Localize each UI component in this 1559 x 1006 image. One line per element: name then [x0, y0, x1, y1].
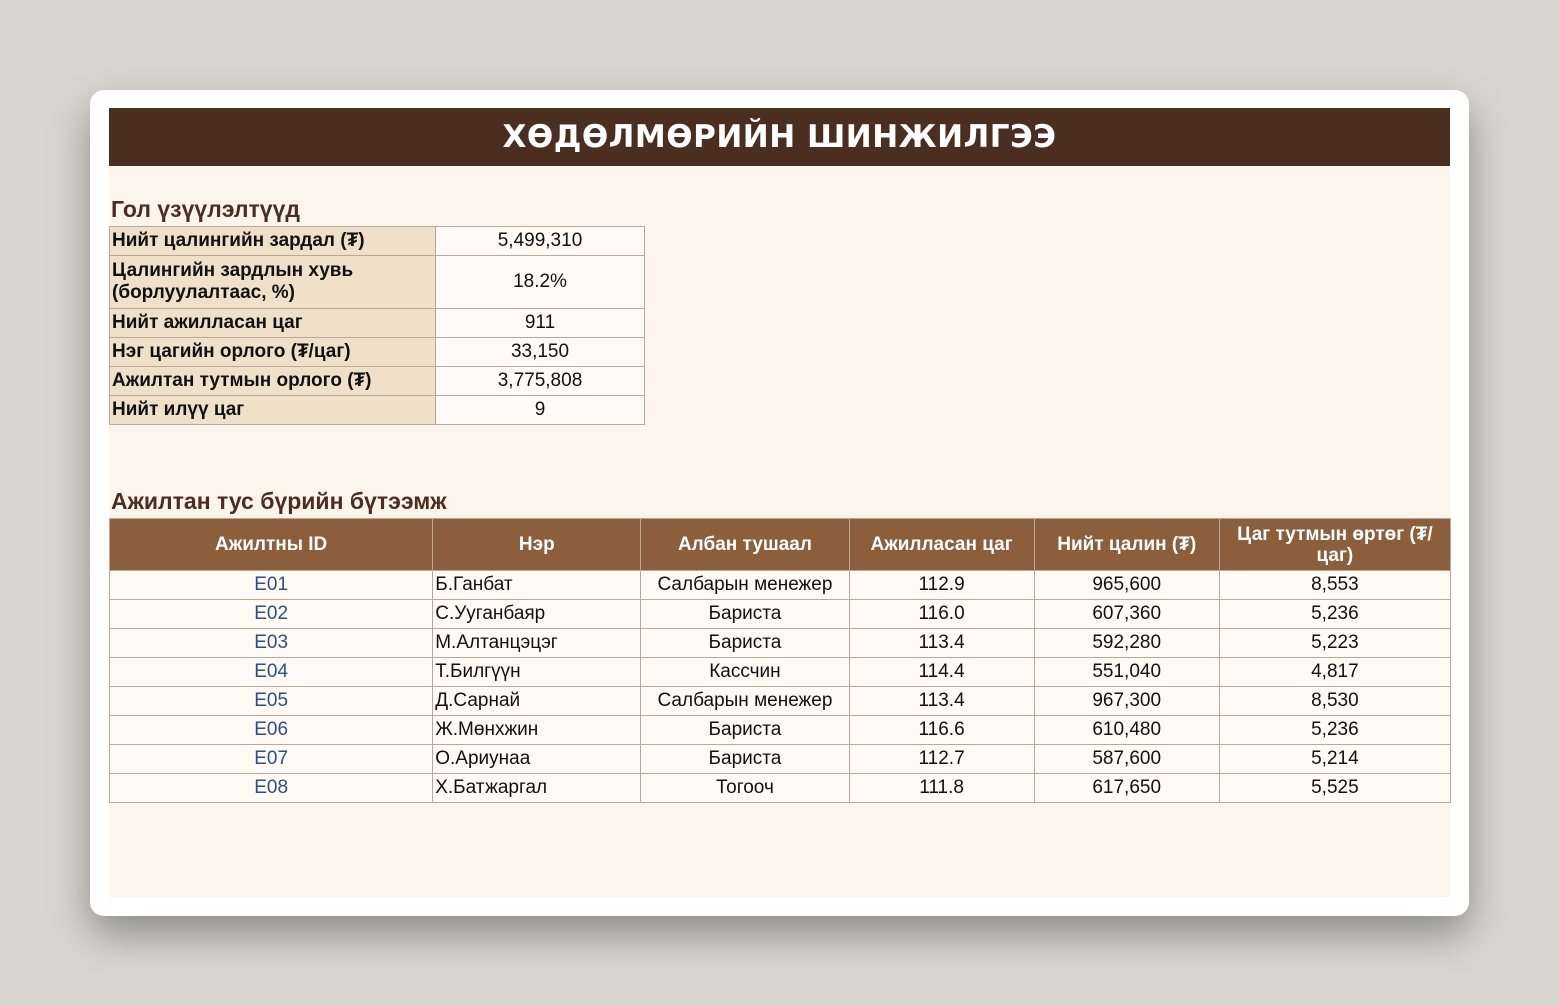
table-row — [110, 658, 1451, 687]
employee-name-cell[interactable]: С.Ууганбаяр — [433, 600, 641, 629]
employee-id-cell[interactable]: E07 — [110, 745, 433, 774]
employee-id-cell[interactable]: E06 — [110, 716, 433, 745]
employee-position-cell[interactable]: Салбарын менежер — [641, 571, 849, 600]
employee-section-heading: Ажилтан тус бүрийн бүтээмж — [111, 488, 447, 514]
employee-name-cell[interactable]: Ж.Мөнхжин — [433, 716, 641, 745]
kpi-value[interactable]: 3,775,808 — [436, 367, 645, 396]
table-row — [110, 774, 1451, 803]
kpi-label[interactable]: Нийт ажилласан цаг — [110, 309, 436, 338]
employee-name-cell[interactable]: Т.Билгүүн — [433, 658, 641, 687]
report-title: ХӨДӨЛМӨРИЙН ШИНЖИЛГЭЭ — [109, 108, 1450, 166]
kpi-value[interactable]: 9 — [436, 396, 645, 425]
employee-hours-cell[interactable]: 116.0 — [849, 600, 1034, 629]
column-header-name[interactable]: Нэр — [433, 519, 641, 571]
employee-id-cell[interactable]: E02 — [110, 600, 433, 629]
kpi-table — [109, 226, 645, 425]
employee-hourly-cost-cell[interactable]: 5,236 — [1219, 716, 1450, 745]
employee-id-cell[interactable]: E08 — [110, 774, 433, 803]
employee-hours-cell[interactable]: 113.4 — [849, 629, 1034, 658]
employee-salary-cell[interactable]: 967,300 — [1034, 687, 1219, 716]
table-row — [110, 716, 1451, 745]
kpi-value[interactable]: 33,150 — [436, 338, 645, 367]
employee-salary-cell[interactable]: 551,040 — [1034, 658, 1219, 687]
column-header-salary[interactable]: Нийт цалин (₮) — [1034, 519, 1219, 571]
employee-salary-cell[interactable]: 617,650 — [1034, 774, 1219, 803]
employee-name-cell[interactable]: О.Ариунаа — [433, 745, 641, 774]
employee-hours-cell[interactable]: 113.4 — [849, 687, 1034, 716]
employee-name-cell[interactable]: М.Алтанцэцэг — [433, 629, 641, 658]
employee-id-cell[interactable]: E03 — [110, 629, 433, 658]
employee-position-cell[interactable]: Тогооч — [641, 774, 849, 803]
kpi-row — [110, 367, 645, 396]
column-header-position[interactable]: Албан тушаал — [641, 519, 849, 571]
employee-hourly-cost-cell[interactable]: 5,214 — [1219, 745, 1450, 774]
employee-position-cell[interactable]: Бариста — [641, 600, 849, 629]
employee-table — [109, 518, 1451, 803]
table-row — [110, 600, 1451, 629]
table-header-row — [110, 519, 1451, 571]
employee-position-cell[interactable]: Бариста — [641, 716, 849, 745]
kpi-label[interactable]: Нийт илүү цаг — [110, 396, 436, 425]
table-row — [110, 571, 1451, 600]
kpi-value[interactable]: 911 — [436, 309, 645, 338]
employee-hourly-cost-cell[interactable]: 4,817 — [1219, 658, 1450, 687]
employee-salary-cell[interactable]: 610,480 — [1034, 716, 1219, 745]
employee-salary-cell[interactable]: 592,280 — [1034, 629, 1219, 658]
employee-position-cell[interactable]: Бариста — [641, 745, 849, 774]
employee-name-cell[interactable]: Д.Сарнай — [433, 687, 641, 716]
kpi-value[interactable]: 18.2% — [436, 256, 645, 309]
table-row — [110, 629, 1451, 658]
employee-salary-cell[interactable]: 607,360 — [1034, 600, 1219, 629]
employee-hours-cell[interactable]: 111.8 — [849, 774, 1034, 803]
employee-id-cell[interactable]: E01 — [110, 571, 433, 600]
employee-name-cell[interactable]: Б.Ганбат — [433, 571, 641, 600]
employee-table-body — [110, 571, 1451, 803]
kpi-row — [110, 338, 645, 367]
employee-id-cell[interactable]: E05 — [110, 687, 433, 716]
employee-hourly-cost-cell[interactable]: 5,236 — [1219, 600, 1450, 629]
kpi-row — [110, 227, 645, 256]
kpi-label[interactable]: Цалингийн зардлын хувь (борлуулалтаас, %) — [110, 256, 436, 309]
employee-hours-cell[interactable]: 112.9 — [849, 571, 1034, 600]
employee-hourly-cost-cell[interactable]: 8,530 — [1219, 687, 1450, 716]
kpi-row — [110, 396, 645, 425]
employee-hourly-cost-cell[interactable]: 8,553 — [1219, 571, 1450, 600]
column-header-hours[interactable]: Ажилласан цаг — [849, 519, 1034, 571]
spreadsheet-area — [109, 108, 1450, 897]
kpi-label[interactable]: Ажилтан тутмын орлого (₮) — [110, 367, 436, 396]
kpi-row — [110, 256, 645, 309]
employee-id-cell[interactable]: E04 — [110, 658, 433, 687]
kpi-row — [110, 309, 645, 338]
kpi-label[interactable]: Нийт цалингийн зардал (₮) — [110, 227, 436, 256]
employee-hours-cell[interactable]: 116.6 — [849, 716, 1034, 745]
employee-hourly-cost-cell[interactable]: 5,525 — [1219, 774, 1450, 803]
employee-name-cell[interactable]: Х.Батжаргал — [433, 774, 641, 803]
employee-position-cell[interactable]: Бариста — [641, 629, 849, 658]
kpi-label[interactable]: Нэг цагийн орлого (₮/цаг) — [110, 338, 436, 367]
kpi-value[interactable]: 5,499,310 — [436, 227, 645, 256]
employee-hours-cell[interactable]: 112.7 — [849, 745, 1034, 774]
table-row — [110, 687, 1451, 716]
employee-hours-cell[interactable]: 114.4 — [849, 658, 1034, 687]
employee-hourly-cost-cell[interactable]: 5,223 — [1219, 629, 1450, 658]
employee-position-cell[interactable]: Кассчин — [641, 658, 849, 687]
table-row — [110, 745, 1451, 774]
employee-salary-cell[interactable]: 587,600 — [1034, 745, 1219, 774]
employee-salary-cell[interactable]: 965,600 — [1034, 571, 1219, 600]
column-header-id[interactable]: Ажилтны ID — [110, 519, 433, 571]
employee-position-cell[interactable]: Салбарын менежер — [641, 687, 849, 716]
kpi-section-heading: Гол үзүүлэлтүүд — [111, 196, 300, 222]
column-header-hourly-cost[interactable]: Цаг тутмын өртөг (₮/цаг) — [1219, 519, 1450, 571]
